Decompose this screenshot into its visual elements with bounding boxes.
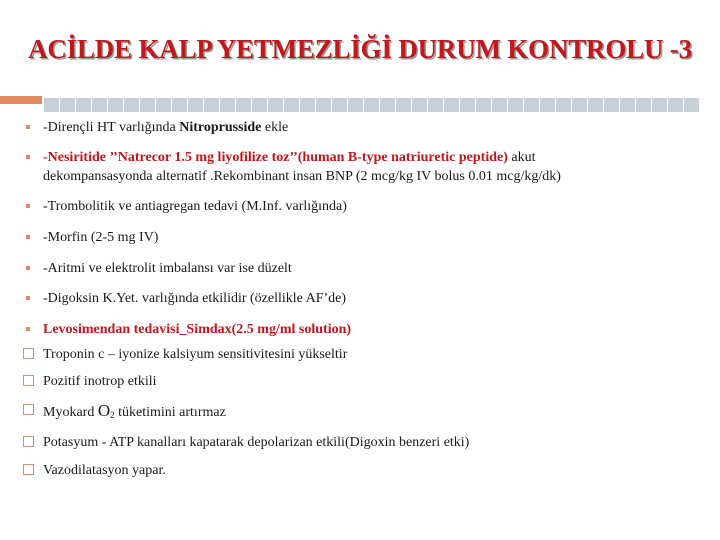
sub-list-item xyxy=(22,345,712,364)
item-text: -Dirençli HT varlığında xyxy=(43,120,180,135)
item-text-bold: Nitroprusside xyxy=(179,120,262,135)
item-text: Troponin c – iyonize kalsiyum sensitivitesini yükseltir xyxy=(43,347,348,362)
item-text: ekle xyxy=(261,120,289,135)
bullet-box-icon xyxy=(23,436,34,447)
oxygen-subscript: 2 xyxy=(110,410,115,420)
item-text: Pozitif inotrop etkili xyxy=(43,374,157,389)
item-text: Vazodilatasyon yapar. xyxy=(43,463,166,478)
item-text: -Digoksin K.Yet. varlığında etkilidir (özellikle AF’de) xyxy=(43,291,347,306)
item-text: -Aritmi ve elektrolit imbalansı var ise düzelt xyxy=(43,261,292,276)
list-item xyxy=(22,320,712,339)
list-item xyxy=(22,289,712,308)
bullet-square-icon xyxy=(26,204,30,208)
sub-list-item xyxy=(22,461,712,480)
list-item xyxy=(22,197,712,216)
bullet-square-icon xyxy=(26,327,30,331)
bullet-square-icon xyxy=(26,266,30,270)
bullet-square-icon xyxy=(26,125,30,129)
bullet-box-icon xyxy=(23,464,34,475)
bullet-box-icon xyxy=(23,404,34,415)
slide-title: ACİLDE KALP YETMEZLİĞİ DURUM KONTROLU -3 xyxy=(28,34,692,64)
item-text: akut xyxy=(507,150,536,165)
list-item xyxy=(22,148,712,186)
bullet-square-icon xyxy=(26,235,30,239)
item-text: Myokard xyxy=(43,405,98,420)
item-text: tüketimini artırmaz xyxy=(114,405,226,420)
sub-list-item xyxy=(22,401,712,425)
item-text: Potasyum - ATP kanalları kapatarak depolarizan etkili(Digoxin benzeri etki) xyxy=(43,435,470,450)
list-item xyxy=(22,118,712,137)
item-text: dekompansasyonda alternatif .Rekombinant insan BNP (2 mcg/kg IV bolus 0.01 mcg/kg/dk) xyxy=(43,169,561,184)
bullet-box-icon xyxy=(23,375,34,386)
item-text: -Morfin (2-5 mg IV) xyxy=(43,230,159,245)
item-text-highlight: Levosimendan tedavisi_Simdax(2.5 mg/ml solution) xyxy=(43,322,352,337)
item-text-highlight: -Nesiritide ’’Natrecor 1.5 mg liyofilize toz’’(human B-type natriuretic peptide) xyxy=(43,150,508,165)
bullet-square-icon xyxy=(26,155,30,159)
item-text: -Trombolitik ve antiagregan tedavi (M.Inf. varlığında) xyxy=(43,199,347,214)
oxygen-symbol: O xyxy=(97,401,111,420)
divider-accent xyxy=(0,96,42,104)
title-divider xyxy=(0,94,720,116)
bullet-box-icon xyxy=(23,348,34,359)
bullet-list xyxy=(22,118,712,480)
sub-list-item xyxy=(22,372,712,391)
bullet-square-icon xyxy=(26,296,30,300)
list-item xyxy=(22,228,712,247)
list-item xyxy=(22,259,712,278)
sub-list-item xyxy=(22,433,712,452)
